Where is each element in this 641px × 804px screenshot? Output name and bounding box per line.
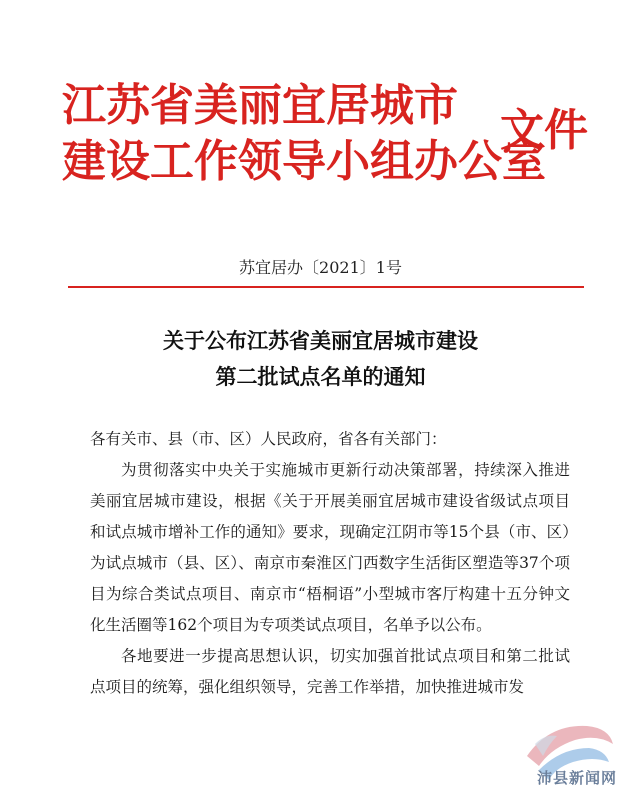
issuer-line-1: 江苏省美丽宜居城市 — [62, 80, 458, 131]
document-number: 苏宜居办〔2021〕1号 — [239, 258, 402, 277]
red-divider-line — [68, 286, 584, 288]
paragraph-2: 各地要进一步提高思想认识，切实加强首批试点项目和第二批试点项目的统筹，强化组织领导，完善工作举措，加快推进城市发 — [90, 647, 570, 696]
salutation: 各有关市、县（市、区）人民政府，省各有关部门： — [90, 430, 447, 448]
paragraph-1: 为贯彻落实中央关于实施城市更新行动决策部署，持续深入推进美丽宜居城市建设，根据《关于开展美丽宜居城市建设省级试点项目和试点城市增补工作的通知》要求，现确定江阴市等15个县（市、区）为试点城市（县、区）、南京市秦淮区门西数字生活街区塑造等37个项目为综合类试点项目、南京市“梧桐语”小型城市客厅构建十五分钟文化生活圈等162个项目为专项类试点项目，名单予以公布。 — [90, 461, 570, 634]
issuer-name — [62, 78, 546, 190]
title-line-2: 第二批试点名单的通知 — [215, 364, 426, 389]
document-title — [0, 323, 641, 395]
watermark-text: 沛县新闻网 — [536, 769, 617, 787]
issuer-line-2: 建设工作领导小组办公室 — [62, 136, 546, 187]
doc-type-label: 文件 — [500, 105, 588, 156]
title-line-1: 关于公布江苏省美丽宜居城市建设 — [163, 328, 478, 353]
document-body — [90, 424, 570, 703]
